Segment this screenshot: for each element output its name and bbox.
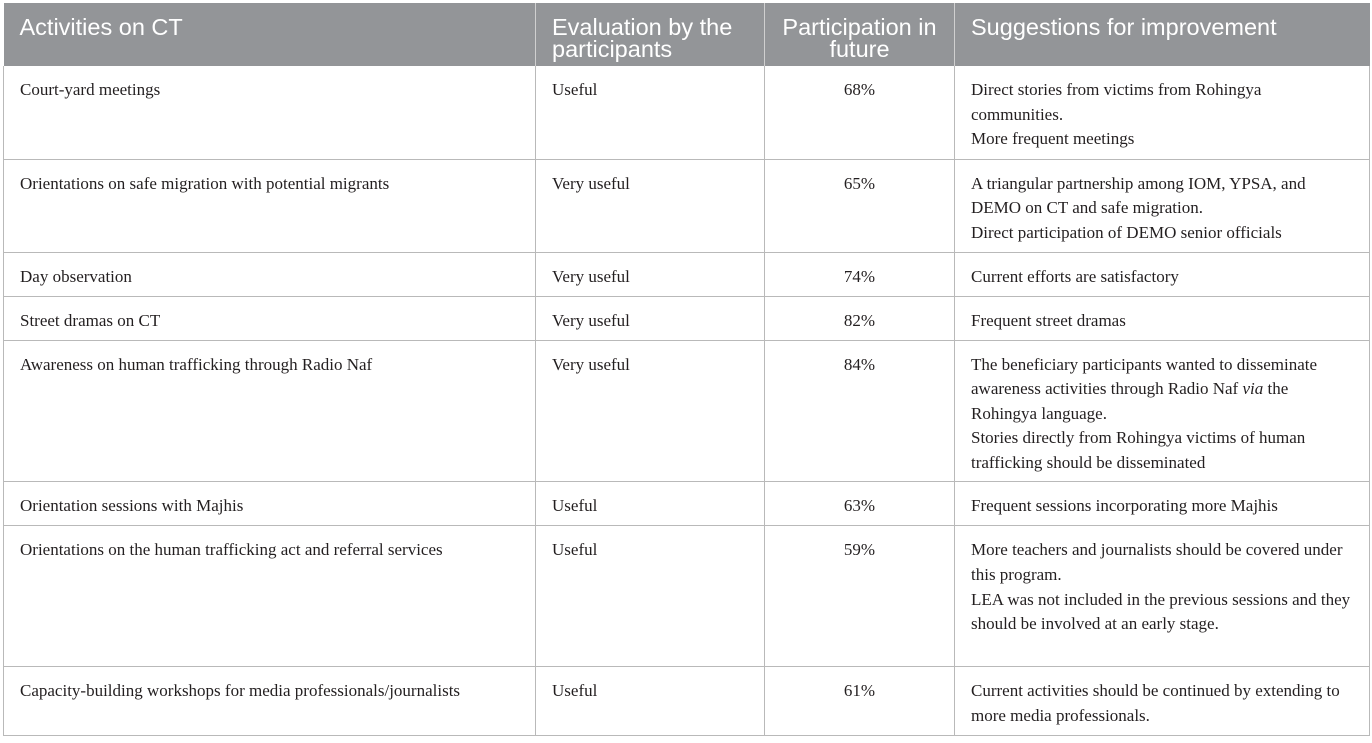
table-row: [4, 340, 1370, 482]
suggestion-line: More teachers and journalists should be covered under this program.: [971, 540, 1343, 585]
suggestion-line: A triangular partnership among IOM, YPSA, and DEMO on CT and safe migration.: [971, 173, 1306, 218]
header-suggestions: Suggestions for improvement: [955, 3, 1370, 66]
suggestion-line: Current activities should be continued by extending to more media professionals.: [971, 681, 1340, 726]
header-row: [4, 3, 1370, 66]
participation-cell: 59%: [765, 526, 955, 667]
suggestions-cell: [955, 159, 1370, 252]
evaluation-cell: Very useful: [536, 296, 765, 340]
participation-cell: 65%: [765, 159, 955, 252]
suggestion-line: LEA was not included in the previous sessions and they should be involved at an early stage.: [971, 589, 1351, 634]
activity-cell: Day observation: [4, 252, 536, 296]
activity-cell: Street dramas on CT: [4, 296, 536, 340]
table-row: [4, 296, 1370, 340]
participation-cell: 68%: [765, 66, 955, 159]
evaluation-cell: Useful: [536, 66, 765, 159]
suggestions-cell: [955, 526, 1370, 667]
evaluation-cell: Very useful: [536, 252, 765, 296]
suggestions-cell: [955, 66, 1370, 159]
evaluation-cell: Very useful: [536, 159, 765, 252]
evaluation-cell: Useful: [536, 667, 765, 735]
participation-cell: 61%: [765, 667, 955, 735]
suggestion-line: Stories directly from Rohingya victims of human trafficking should be disseminated: [971, 428, 1306, 472]
activity-cell: Orientations on the human trafficking act and referral services: [4, 526, 536, 667]
evaluation-cell: Useful: [536, 482, 765, 526]
activities-table: [3, 3, 1370, 736]
suggestions-cell: [955, 340, 1370, 482]
header-evaluation: Evaluation by the participants: [536, 3, 765, 66]
activity-cell: Orientations on safe migration with potential migrants: [4, 159, 536, 252]
participation-cell: 63%: [765, 482, 955, 526]
table-row: [4, 482, 1370, 526]
suggestion-line: Direct participation of DEMO senior officials: [971, 222, 1282, 242]
suggestions-cell: [955, 296, 1370, 340]
header-activities: Activities on CT: [4, 3, 536, 66]
suggestion-line: Current efforts are satisfactory: [971, 266, 1179, 286]
header-participation: Participation in future: [765, 3, 955, 66]
suggestion-line: More frequent meetings: [971, 129, 1135, 149]
table-row: [4, 667, 1370, 735]
suggestion-line: The beneficiary participants wanted to disseminate awareness activities through Radio Naf via the Rohingya language.: [971, 354, 1318, 423]
table-row: [4, 66, 1370, 159]
activity-cell: Capacity-building workshops for media professionals/journalists: [4, 667, 536, 735]
activity-cell: Awareness on human trafficking through Radio Naf: [4, 340, 536, 482]
suggestions-cell: [955, 252, 1370, 296]
evaluation-cell: Useful: [536, 526, 765, 667]
participation-cell: 84%: [765, 340, 955, 482]
participation-cell: 74%: [765, 252, 955, 296]
suggestion-line: Frequent sessions incorporating more Majhis: [971, 496, 1278, 516]
table-row: [4, 252, 1370, 296]
table-row: [4, 526, 1370, 667]
suggestions-cell: [955, 667, 1370, 735]
evaluation-cell: Very useful: [536, 340, 765, 482]
participation-cell: 82%: [765, 296, 955, 340]
activity-cell: Orientation sessions with Majhis: [4, 482, 536, 526]
suggestion-line: Direct stories from victims from Rohingya communities.: [971, 80, 1262, 124]
activity-cell: Court-yard meetings: [4, 66, 536, 159]
suggestion-line: Frequent street dramas: [971, 310, 1126, 330]
table-row: [4, 159, 1370, 252]
suggestions-cell: [955, 482, 1370, 526]
